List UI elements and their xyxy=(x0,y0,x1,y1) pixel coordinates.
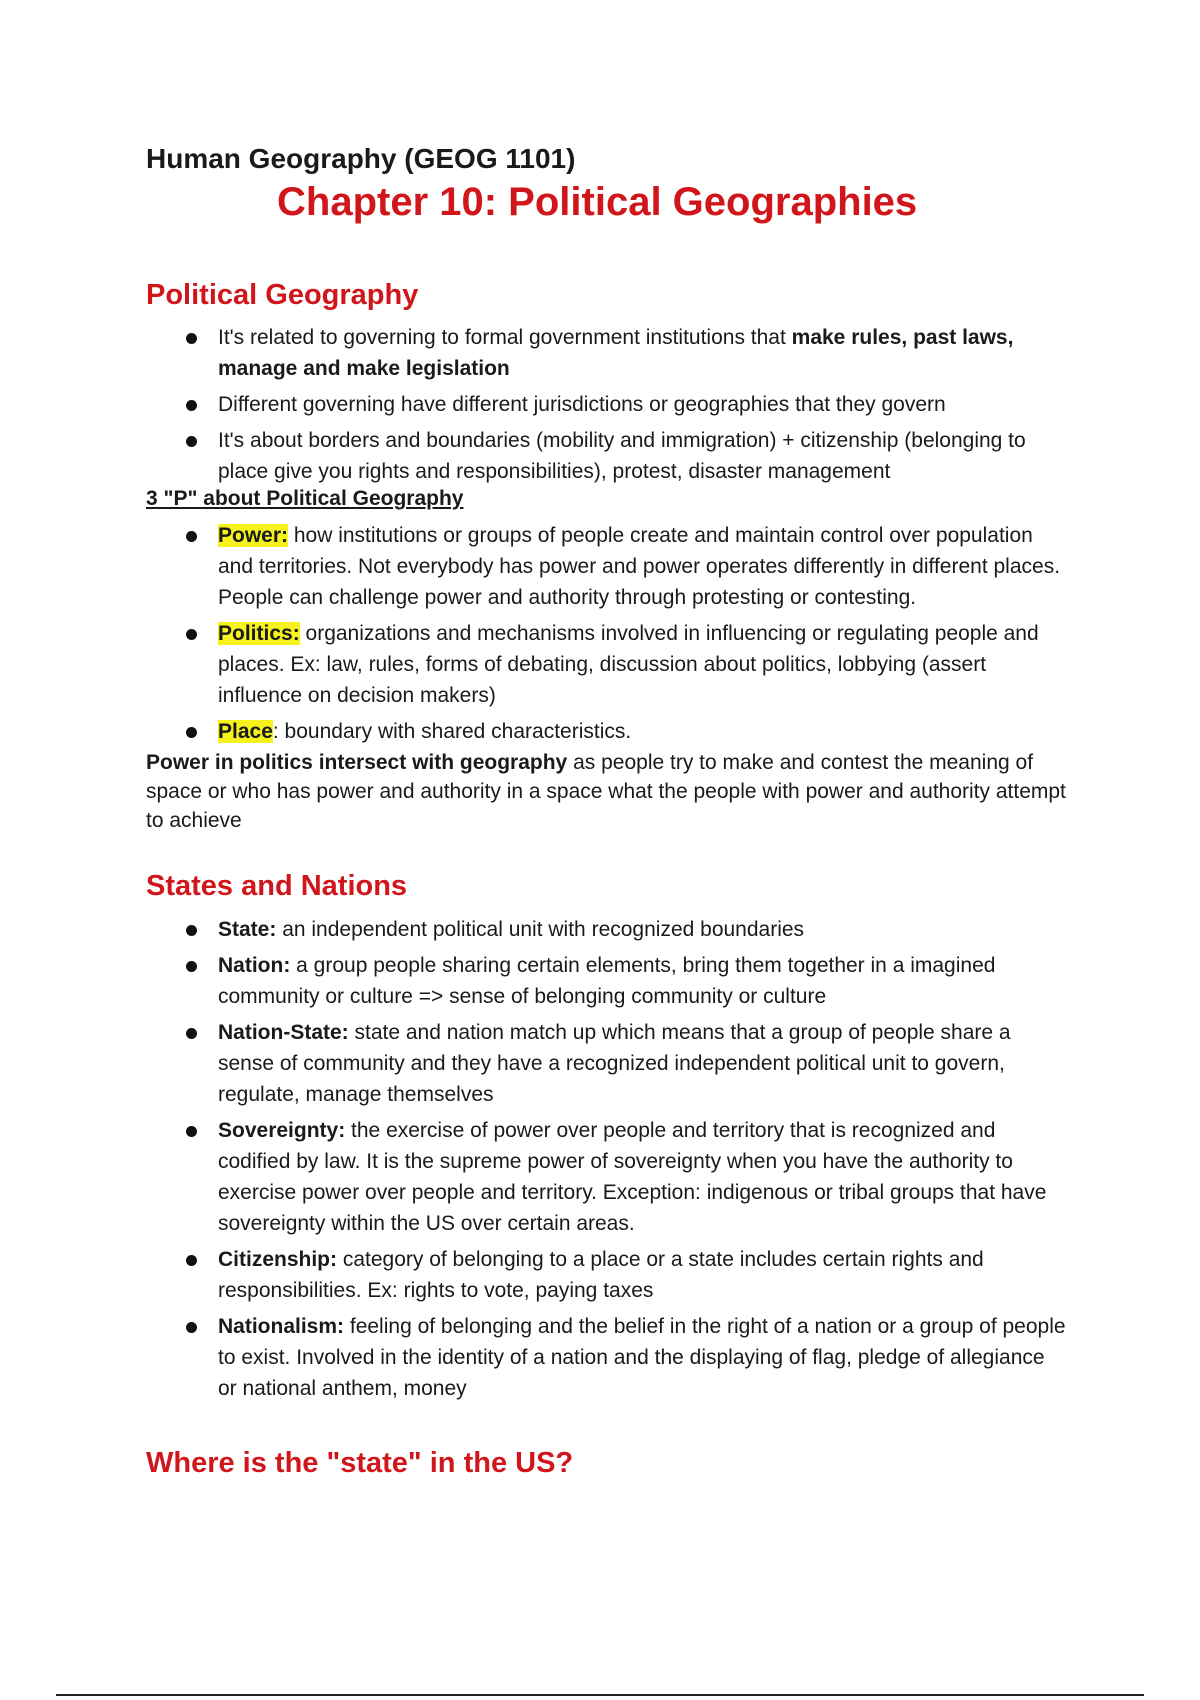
highlighted-term: Power: xyxy=(218,524,289,548)
list-item xyxy=(146,1115,1066,1239)
section-heading-political-geography: Political Geography xyxy=(146,278,419,311)
section-heading-state-in-us: Where is the "state" in the US? xyxy=(146,1447,574,1480)
term-definition: a group people sharing certain elements, bring them together in a imagined community or culture => sense of belonging community or culture xyxy=(218,954,996,1009)
list-item xyxy=(146,1311,1066,1404)
three-p-list xyxy=(146,520,1066,747)
term-definition: organizations and mechanisms involved in influencing or regulating people and places. Ex: law, rules, forms of debating, discussion about politics, lobbying (assert influence on decision makers) xyxy=(218,622,1039,708)
term-definition: how institutions or groups of people create and maintain control over population and territories. Not everybody has power and power operates differently in different places. People can challenge power and authority through protesting or contesting. xyxy=(218,524,1061,610)
highlighted-term: Place xyxy=(218,720,273,744)
term-definition: feeling of belonging and the belief in the right of a nation or a group of people to exist. Involved in the identity of a nation and the displaying of flag, pledge of allegiance or national anthem, money xyxy=(218,1315,1066,1401)
bullet-text: It's about borders and boundaries (mobility and immigration) + citizenship (belonging to place give you rights and responsibilities), protest, disaster management xyxy=(218,429,1026,484)
term-definition: the exercise of power over people and territory that is recognized and codified by law. It is the supreme power of sovereignty when you have the authority to exercise power over people and territory. Exception: indigenous or tribal groups that have sovereignty within the US over certain areas. xyxy=(218,1119,1047,1236)
list-item xyxy=(146,1244,1066,1306)
term: Nationalism: xyxy=(218,1315,345,1339)
closing-bold: Power in politics intersect with geography xyxy=(146,751,568,775)
bullet-bold-text: make rules, past laws, manage and make legislation xyxy=(218,326,1014,381)
list-item xyxy=(146,914,1066,945)
chapter-title: Chapter 10: Political Geographies xyxy=(277,179,918,224)
bullet-text: It's related to governing to formal government institutions that xyxy=(218,326,792,350)
bullet-text: Different governing have different jurisdictions or geographies that they govern xyxy=(218,393,946,417)
document-page xyxy=(146,142,1066,1481)
section-heading-states-nations: States and Nations xyxy=(146,870,408,903)
term-definition: : boundary with shared characteristics. xyxy=(272,720,632,744)
footer-divider xyxy=(56,1694,1144,1696)
term: Nation: xyxy=(218,954,291,978)
list-item xyxy=(146,425,1066,487)
term-definition: an independent political unit with recognized boundaries xyxy=(276,918,805,942)
highlighted-term: Politics: xyxy=(218,622,300,646)
term: Nation-State: xyxy=(218,1021,349,1045)
closing-text: as people try to make and contest the meaning of space or who has power and authority in a space what the people with power and authority attempt to achieve xyxy=(146,751,1066,833)
list-item xyxy=(146,1017,1066,1110)
list-item xyxy=(146,389,1066,420)
political-geography-list xyxy=(146,322,1066,487)
term-definition: category of belonging to a place or a state includes certain rights and responsibilities. Ex: rights to vote, paying taxes xyxy=(218,1248,984,1303)
three-p-subheading: 3 "P" about Political Geography xyxy=(146,487,464,511)
list-item xyxy=(146,950,1066,1012)
list-item xyxy=(146,716,1066,747)
states-nations-list xyxy=(146,914,1066,1404)
list-item xyxy=(146,618,1066,711)
list-item xyxy=(146,322,1066,384)
term-definition: state and nation match up which means that a group of people share a sense of community and they have a recognized independent political unit to govern, regulate, manage themselves xyxy=(218,1021,1011,1107)
term: Citizenship: xyxy=(218,1248,337,1272)
term: Sovereignty: xyxy=(218,1119,346,1143)
list-item xyxy=(146,520,1066,613)
closing-paragraph xyxy=(146,748,1066,835)
course-title: Human Geography (GEOG 1101) xyxy=(146,143,576,174)
term: State: xyxy=(218,918,277,942)
